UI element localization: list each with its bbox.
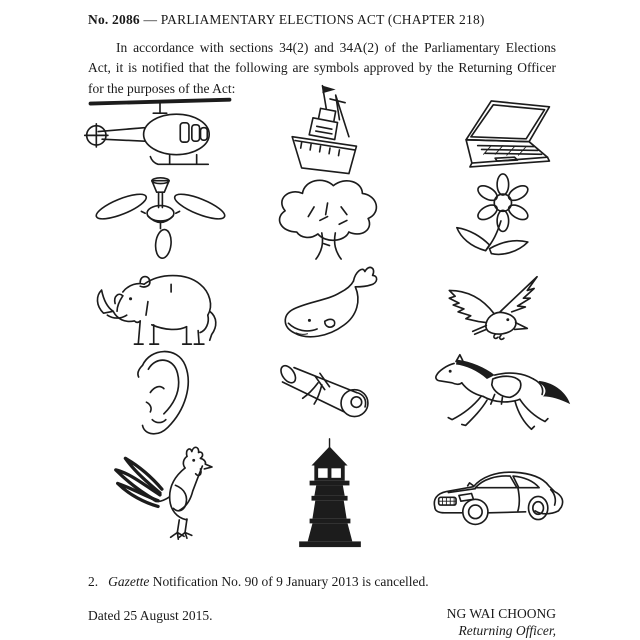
symbol-tree xyxy=(245,175,415,262)
symbol-rooster xyxy=(75,436,245,550)
clause-text: Notification No. 90 of 9 January 2013 is cancelled. xyxy=(152,573,429,589)
whale-icon xyxy=(275,262,385,350)
symbols-grid xyxy=(75,88,585,550)
car-icon xyxy=(425,451,575,536)
helicopter-icon xyxy=(81,91,239,173)
signature-block xyxy=(447,606,556,640)
dated-line: Dated 25 August 2015. xyxy=(88,607,213,623)
rhinoceros-icon xyxy=(90,263,230,348)
flying-bird-icon xyxy=(440,267,560,345)
symbol-rhinoceros xyxy=(75,262,245,349)
intro-paragraph: In accordance with sections 34(2) and 34A(2) of the Parliamentary Elections Act, it is notified that the following are symbols approved by the Returning Officer for the purposes of the Act: xyxy=(88,40,556,96)
symbol-ear xyxy=(75,349,245,436)
symbol-whale xyxy=(245,262,415,349)
galloping-horse-icon xyxy=(425,348,575,437)
symbol-lighthouse xyxy=(245,436,415,550)
laptop-icon xyxy=(437,93,563,171)
signature-name: NG WAI CHOONG xyxy=(446,606,556,621)
ceiling-fan-icon xyxy=(90,175,230,263)
scroll-icon xyxy=(270,352,390,434)
flower-icon xyxy=(447,172,553,266)
clause-gazette-word: Gazette xyxy=(108,573,150,589)
act-title: — PARLIAMENTARY ELECTIONS ACT (CHAPTER 218) xyxy=(143,12,485,27)
clause-number: 2. xyxy=(88,573,99,589)
symbol-scroll xyxy=(245,349,415,436)
symbol-flower xyxy=(415,175,585,262)
clause-2 xyxy=(88,574,556,590)
tree-icon xyxy=(260,174,400,263)
symbol-galloping-horse xyxy=(415,349,585,436)
page-title xyxy=(0,0,640,28)
signature-title: Returning Officer, xyxy=(458,622,556,638)
symbol-ceiling-fan xyxy=(75,175,245,262)
symbol-helicopter xyxy=(75,88,245,175)
symbol-motor-boat xyxy=(245,88,415,175)
symbol-laptop xyxy=(415,88,585,175)
rooster-icon xyxy=(102,441,218,545)
symbol-car xyxy=(415,436,585,550)
ear-icon xyxy=(121,344,199,441)
symbol-flying-bird xyxy=(415,262,585,349)
doc-number: No. 2086 xyxy=(88,12,140,27)
motor-boat-icon xyxy=(282,80,378,184)
lighthouse-icon xyxy=(284,437,376,549)
